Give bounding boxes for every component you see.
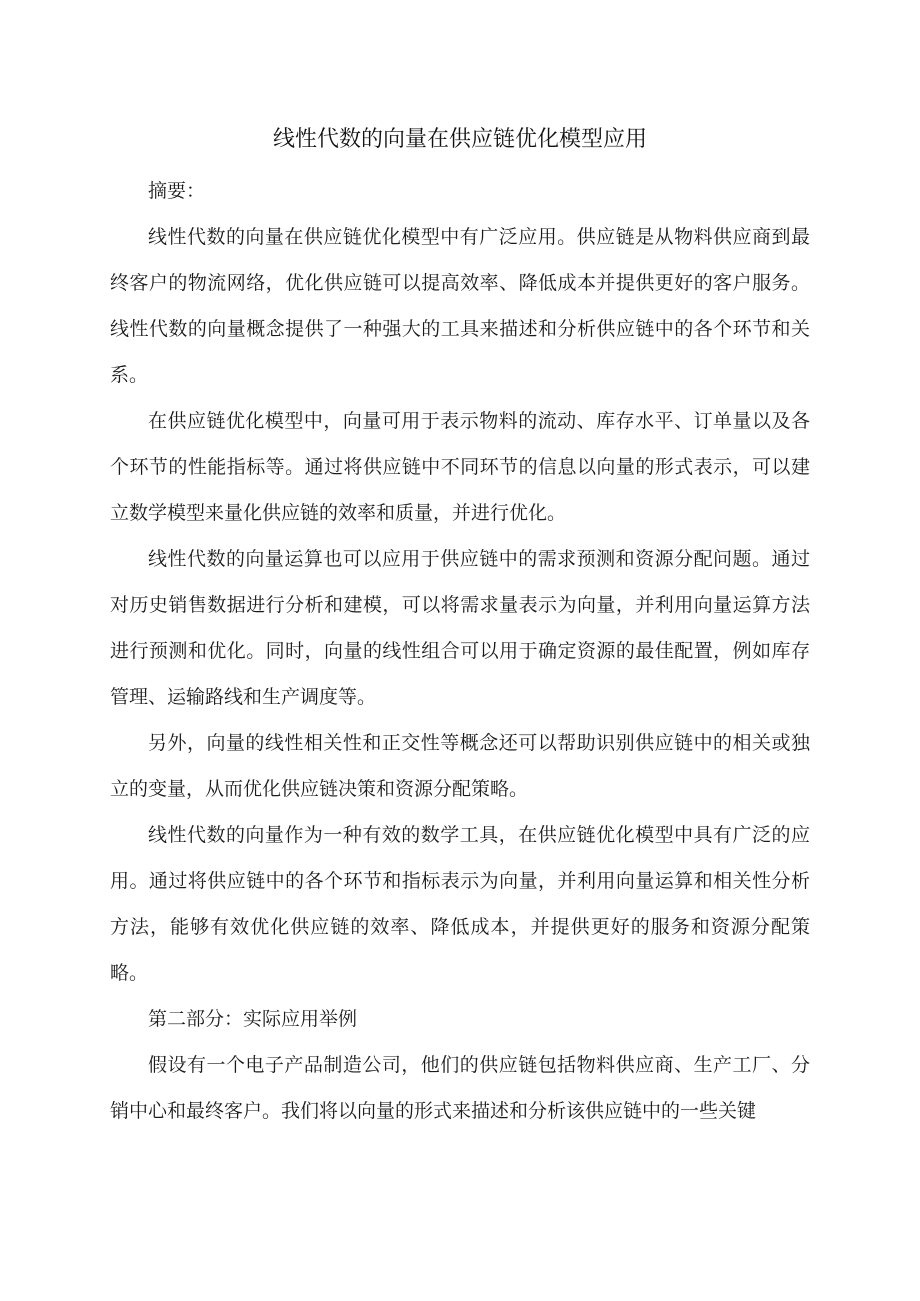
section-heading: 第二部分：实际应用举例 xyxy=(148,1008,358,1030)
paragraph: 假设有一个电子产品制造公司，他们的供应链包括物料供应商、生产工厂、分销中心和最终客户。我们将以向量的形式来描述和分析该供应链中的一些关键 xyxy=(110,1054,810,1122)
document-title: 线性代数的向量在供应链优化模型应用 xyxy=(272,127,647,152)
paragraph: 线性代数的向量运算也可以应用于供应链中的需求预测和资源分配问题。通过对历史销售数据进行分析和建模，可以将需求量表示为向量，并利用向量运算方法进行预测和优化。同时，向量的线性组合可以用于确定资源的最佳配置，例如库存管理、运输路线和生产调度等。 xyxy=(110,548,810,708)
document-body xyxy=(110,168,810,1134)
paragraph: 另外，向量的线性相关性和正交性等概念还可以帮助识别供应链中的相关或独立的变量，从而优化供应链决策和资源分配策略。 xyxy=(110,732,810,800)
paragraph: 在供应链优化模型中，向量可用于表示物料的流动、库存水平、订单量以及各个环节的性能指标等。通过将供应链中不同环节的信息以向量的形式表示，可以建立数学模型来量化供应链的效率和质量，并进行优化。 xyxy=(110,410,810,524)
abstract-heading: 摘要： xyxy=(148,180,206,202)
paragraph: 线性代数的向量作为一种有效的数学工具，在供应链优化模型中具有广泛的应用。通过将供应链中的各个环节和指标表示为向量，并利用向量运算和相关性分析方法，能够有效优化供应链的效率、降低成本，并提供更好的服务和资源分配策略。 xyxy=(110,824,810,984)
paragraph: 线性代数的向量在供应链优化模型中有广泛应用。供应链是从物料供应商到最终客户的物流网络，优化供应链可以提高效率、降低成本并提供更好的客户服务。线性代数的向量概念提供了一种强大的工具来描述和分析供应链中的各个环节和关系。 xyxy=(110,226,810,386)
